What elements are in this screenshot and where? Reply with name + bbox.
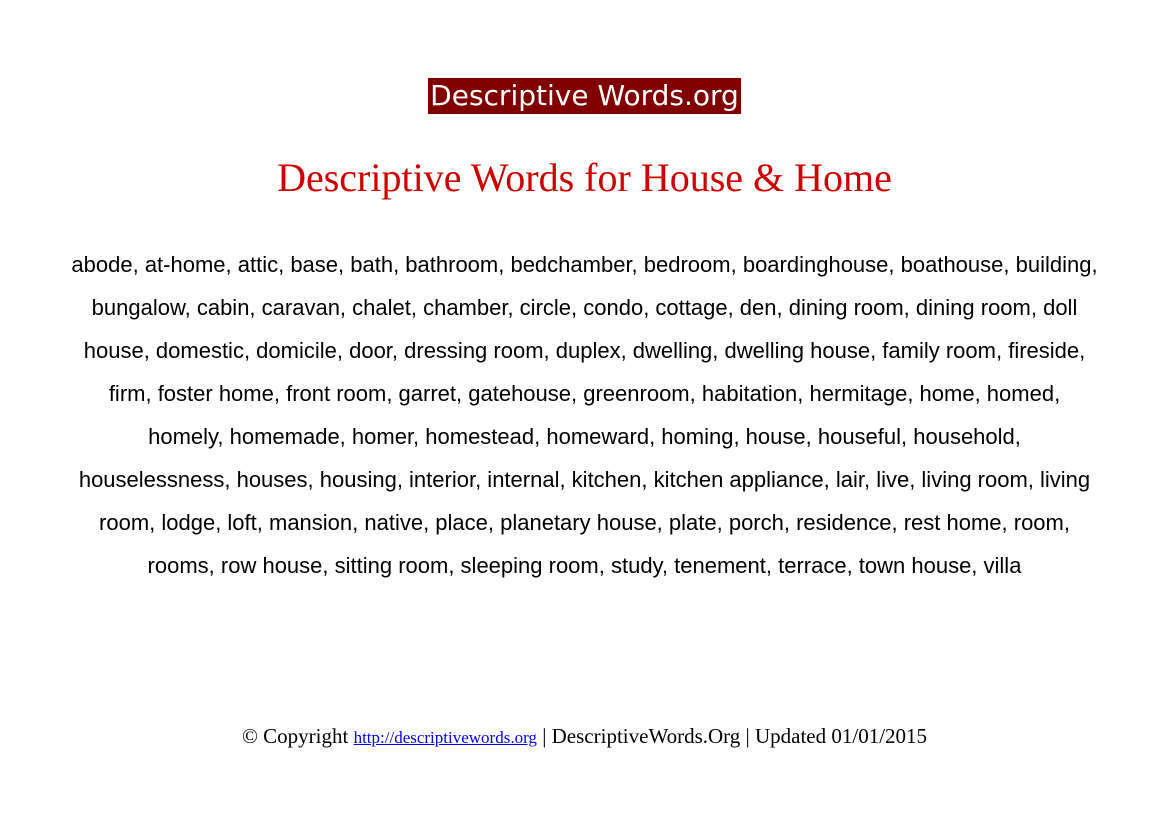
footer — [0, 722, 1169, 752]
site-logo-text: Descriptive Words.org — [430, 79, 739, 112]
footer-suffix: | DescriptiveWords.Org | Updated 01/01/2015 — [542, 724, 928, 748]
site-link[interactable]: http://descriptivewords.org — [353, 728, 537, 747]
word-list: abode, at-home, attic, base, bath, bathroom, bedchamber, bedroom, boardinghouse, boathouse, building, bungalow, cabin, caravan, chalet, chamber, circle, condo, cottage, den, dining room, dining room, doll house, domestic, domicile, door, dressing room, duplex, dwelling, dwelling house, family room, fireside, firm, foster home, front room, garret, gatehouse, greenroom, habitation, hermitage, home, homed, homely, homemade, homer, homestead, homeward, homing, house, houseful, household, houselessness, houses, housing, interior, internal, kitchen, kitchen appliance, lair, live, living room, living room, lodge, loft, mansion, native, place, planetary house, plate, porch, residence, rest home, room, rooms, row house, sitting room, sleeping room, study, tenement, terrace, town house, villa — [71, 252, 1098, 578]
brand-banner — [0, 78, 1169, 114]
page-title: Descriptive Words for House & Home — [277, 155, 892, 200]
copyright-text: © Copyright — [241, 724, 349, 748]
